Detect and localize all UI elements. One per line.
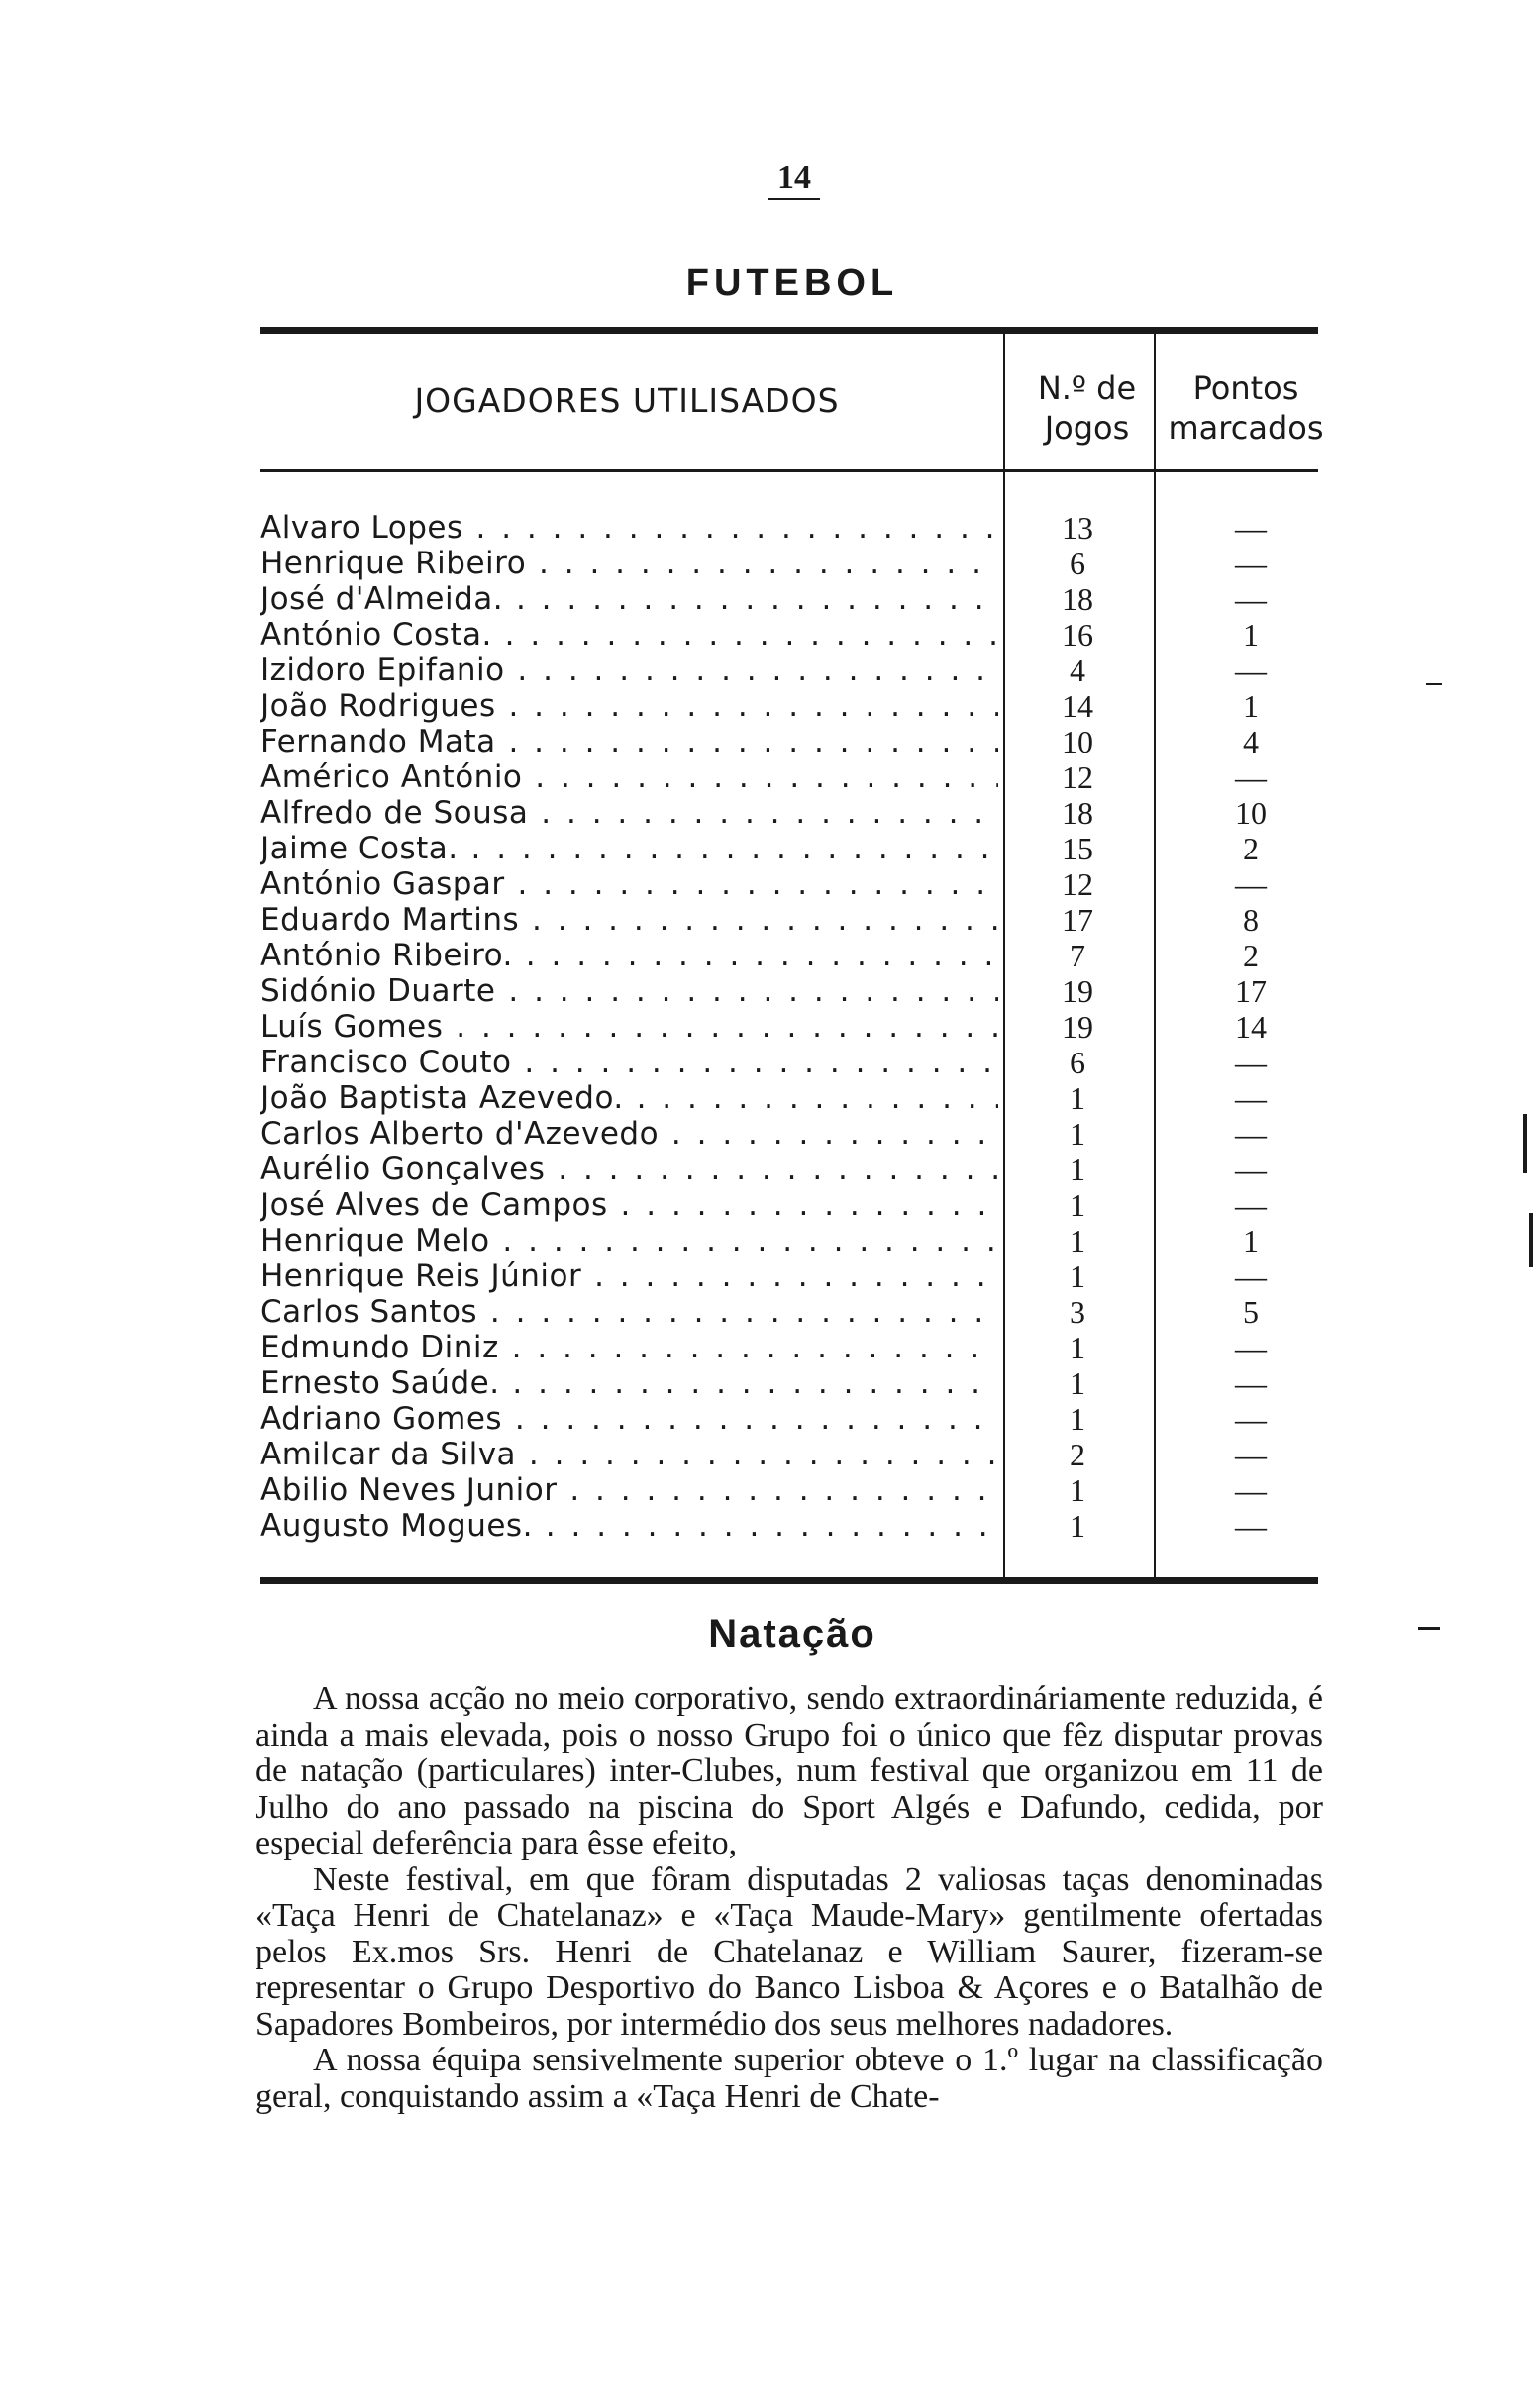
players-table — [260, 510, 1318, 1544]
natacao-title: Natação — [708, 1612, 876, 1656]
player-name: Luís Gomes . . . — [260, 1009, 998, 1045]
table-row — [260, 1508, 1318, 1544]
player-name: Carlos Santos . . . — [260, 1294, 998, 1330]
games-count: 1 — [1070, 1223, 1085, 1258]
points-scored: — — [1235, 1080, 1267, 1116]
games-count: 1 — [1070, 1258, 1085, 1294]
player-name: Sidónio Duarte . . . — [260, 973, 998, 1009]
table-row — [260, 724, 1318, 759]
table-row — [260, 1472, 1318, 1508]
points-scored: — — [1235, 1472, 1267, 1508]
games-count: 1 — [1070, 1116, 1085, 1152]
player-name: José Alves de Campos . . . — [260, 1187, 998, 1223]
header-rule — [1156, 469, 1318, 472]
header-rule — [1005, 469, 1154, 472]
margin-mark — [1426, 683, 1442, 685]
points-scored: 4 — [1243, 724, 1259, 759]
player-name: José d'Almeida. . . . — [260, 581, 998, 617]
games-count: 17 — [1062, 902, 1093, 938]
games-count: 3 — [1070, 1294, 1085, 1330]
player-name: António Ribeiro. . . . — [260, 938, 998, 973]
table-row — [260, 1116, 1318, 1152]
player-name: Alfredo de Sousa . . . — [260, 795, 998, 831]
table-row — [260, 652, 1318, 688]
games-count: 18 — [1062, 795, 1093, 831]
games-count: 1 — [1070, 1508, 1085, 1544]
points-scored: 1 — [1243, 1223, 1259, 1258]
header-rule — [260, 469, 1003, 472]
points-scored: — — [1235, 581, 1267, 617]
games-count: 12 — [1062, 759, 1093, 795]
table-row — [260, 1401, 1318, 1437]
games-count: 2 — [1070, 1437, 1085, 1472]
games-count: 1 — [1070, 1401, 1085, 1437]
games-count: 18 — [1062, 581, 1093, 617]
player-name: Carlos Alberto d'Azevedo . . . — [260, 1116, 998, 1152]
player-name: Amilcar da Silva . . . — [260, 1437, 998, 1472]
points-scored: — — [1235, 1508, 1267, 1544]
paragraph: A nossa acção no meio corporativo, sendo extraordináriamente reduzida, é ainda a mais elevada, pois o nosso Grupo foi o único que fêz disputar provas de natação (particulares) inter-Clubes, num festival que organizou em 11 de Julho do ano passado na piscina do Sport Algés e Dafundo, cedida, por especial deferência para êsse efeito, — [256, 1680, 1323, 1861]
table-row — [260, 1009, 1318, 1045]
points-scored: — — [1235, 866, 1267, 902]
player-name: Henrique Reis Júnior . . . — [260, 1258, 998, 1294]
table-row — [260, 688, 1318, 724]
points-scored: 8 — [1243, 902, 1259, 938]
player-name: Augusto Mogues. . . . — [260, 1508, 998, 1544]
points-scored: — — [1235, 510, 1267, 546]
player-name: Izidoro Epifanio . . . — [260, 652, 998, 688]
games-count: 7 — [1070, 938, 1085, 973]
points-scored: 1 — [1243, 617, 1259, 652]
table-row — [260, 1330, 1318, 1365]
games-count: 1 — [1070, 1187, 1085, 1223]
table-row — [260, 973, 1318, 1009]
margin-mark — [1529, 1213, 1533, 1267]
table-row — [260, 1437, 1318, 1472]
section-title: FUTEBOL — [685, 262, 899, 304]
points-scored: — — [1235, 759, 1267, 795]
points-scored: 10 — [1235, 795, 1267, 831]
games-count: 12 — [1062, 866, 1093, 902]
table-row — [260, 1187, 1318, 1223]
table-row — [260, 1365, 1318, 1401]
table-bottom-rule — [260, 1577, 1318, 1584]
table-row — [260, 902, 1318, 938]
games-count: 14 — [1062, 688, 1093, 724]
header-games-line1: N.º de — [1037, 369, 1137, 407]
games-count: 1 — [1070, 1152, 1085, 1187]
table-row — [260, 759, 1318, 795]
games-count: 1 — [1070, 1080, 1085, 1116]
paragraph: A nossa équipa sensivelmente superior obteve o 1.º lugar na classificação geral, conquistando assim a «Taça Henri de Chate- — [256, 2042, 1323, 2115]
header-players: JOGADORES UTILISADOS — [414, 381, 840, 420]
player-name: Aurélio Gonçalves . . . — [260, 1152, 998, 1187]
points-scored: — — [1235, 652, 1267, 688]
table-row — [260, 831, 1318, 866]
games-count: 1 — [1070, 1330, 1085, 1365]
games-count: 19 — [1062, 973, 1093, 1009]
player-name: João Baptista Azevedo. . . . — [260, 1080, 998, 1116]
points-scored: — — [1235, 1330, 1267, 1365]
header-games-line2: Jogos — [1044, 409, 1130, 447]
header-points-line1: Pontos — [1192, 369, 1299, 407]
points-scored: 14 — [1235, 1009, 1267, 1045]
header-points-line2: marcados — [1168, 409, 1324, 447]
paragraph: Neste festival, em que fôram disputadas 2 valiosas taças denominadas «Taça Henri de Chatelanaz» e «Taça Maude-Mary» gentilmente ofertadas pelos Ex.mos Srs. Henri de Chatelanaz e William Saurer, fizeram-se representar o Grupo Desportivo do Banco Lisboa & Açores e o Batalhão de Sapadores Bombeiros, por intermédio dos seus melhores nadadores. — [256, 1860, 1323, 2043]
player-name: Américo António . . . — [260, 759, 998, 795]
table-row — [260, 1223, 1318, 1258]
games-count: 19 — [1062, 1009, 1093, 1045]
table-row — [260, 1294, 1318, 1330]
games-count: 13 — [1062, 510, 1093, 546]
points-scored: — — [1235, 1187, 1267, 1223]
table-row — [260, 1080, 1318, 1116]
points-scored: 17 — [1235, 973, 1267, 1009]
points-scored: — — [1235, 1258, 1267, 1294]
games-count: 6 — [1070, 546, 1085, 581]
player-name: Eduardo Martins . . . — [260, 902, 998, 938]
page-number: 14 — [768, 158, 820, 200]
games-count: 16 — [1062, 617, 1093, 652]
natacao-body — [256, 1681, 1323, 2115]
player-name: Alvaro Lopes . . . — [260, 510, 998, 546]
points-scored: 5 — [1243, 1294, 1259, 1330]
table-top-rule — [260, 327, 1318, 334]
player-name: Fernando Mata . . . — [260, 724, 998, 759]
points-scored: — — [1235, 1437, 1267, 1472]
player-name: Jaime Costa. . . . — [260, 831, 998, 866]
table-row — [260, 617, 1318, 652]
points-scored: — — [1235, 1045, 1267, 1080]
player-name: Francisco Couto . . . — [260, 1045, 998, 1080]
table-row — [260, 866, 1318, 902]
table-row — [260, 1045, 1318, 1080]
table-row — [260, 581, 1318, 617]
points-scored: — — [1235, 1401, 1267, 1437]
player-name: Adriano Gomes . . . — [260, 1401, 998, 1437]
games-count: 1 — [1070, 1365, 1085, 1401]
table-row — [260, 1152, 1318, 1187]
table-row — [260, 546, 1318, 581]
player-name: Abilio Neves Junior . . . — [260, 1472, 998, 1508]
games-count: 10 — [1062, 724, 1093, 759]
header-points — [1159, 368, 1333, 448]
player-name: Henrique Ribeiro . . . — [260, 546, 998, 581]
table-row — [260, 1258, 1318, 1294]
points-scored: — — [1235, 1365, 1267, 1401]
points-scored: 2 — [1243, 831, 1259, 866]
header-games — [1005, 368, 1169, 448]
player-name: Edmundo Diniz . . . — [260, 1330, 998, 1365]
games-count: 1 — [1070, 1472, 1085, 1508]
margin-mark — [1418, 1627, 1440, 1630]
games-count: 4 — [1070, 652, 1085, 688]
player-name: António Costa. . . . — [260, 617, 998, 652]
points-scored: 1 — [1243, 688, 1259, 724]
player-name: Henrique Melo . . . — [260, 1223, 998, 1258]
table-row — [260, 795, 1318, 831]
points-scored: 2 — [1243, 938, 1259, 973]
table-row — [260, 510, 1318, 546]
points-scored: — — [1235, 546, 1267, 581]
games-count: 15 — [1062, 831, 1093, 866]
games-count: 6 — [1070, 1045, 1085, 1080]
points-scored: — — [1235, 1116, 1267, 1152]
points-scored: — — [1235, 1152, 1267, 1187]
player-name: Ernesto Saúde. . . . — [260, 1365, 998, 1401]
player-name: António Gaspar . . . — [260, 866, 998, 902]
player-name: João Rodrigues . . . — [260, 688, 998, 724]
margin-mark — [1523, 1114, 1527, 1173]
table-row — [260, 938, 1318, 973]
